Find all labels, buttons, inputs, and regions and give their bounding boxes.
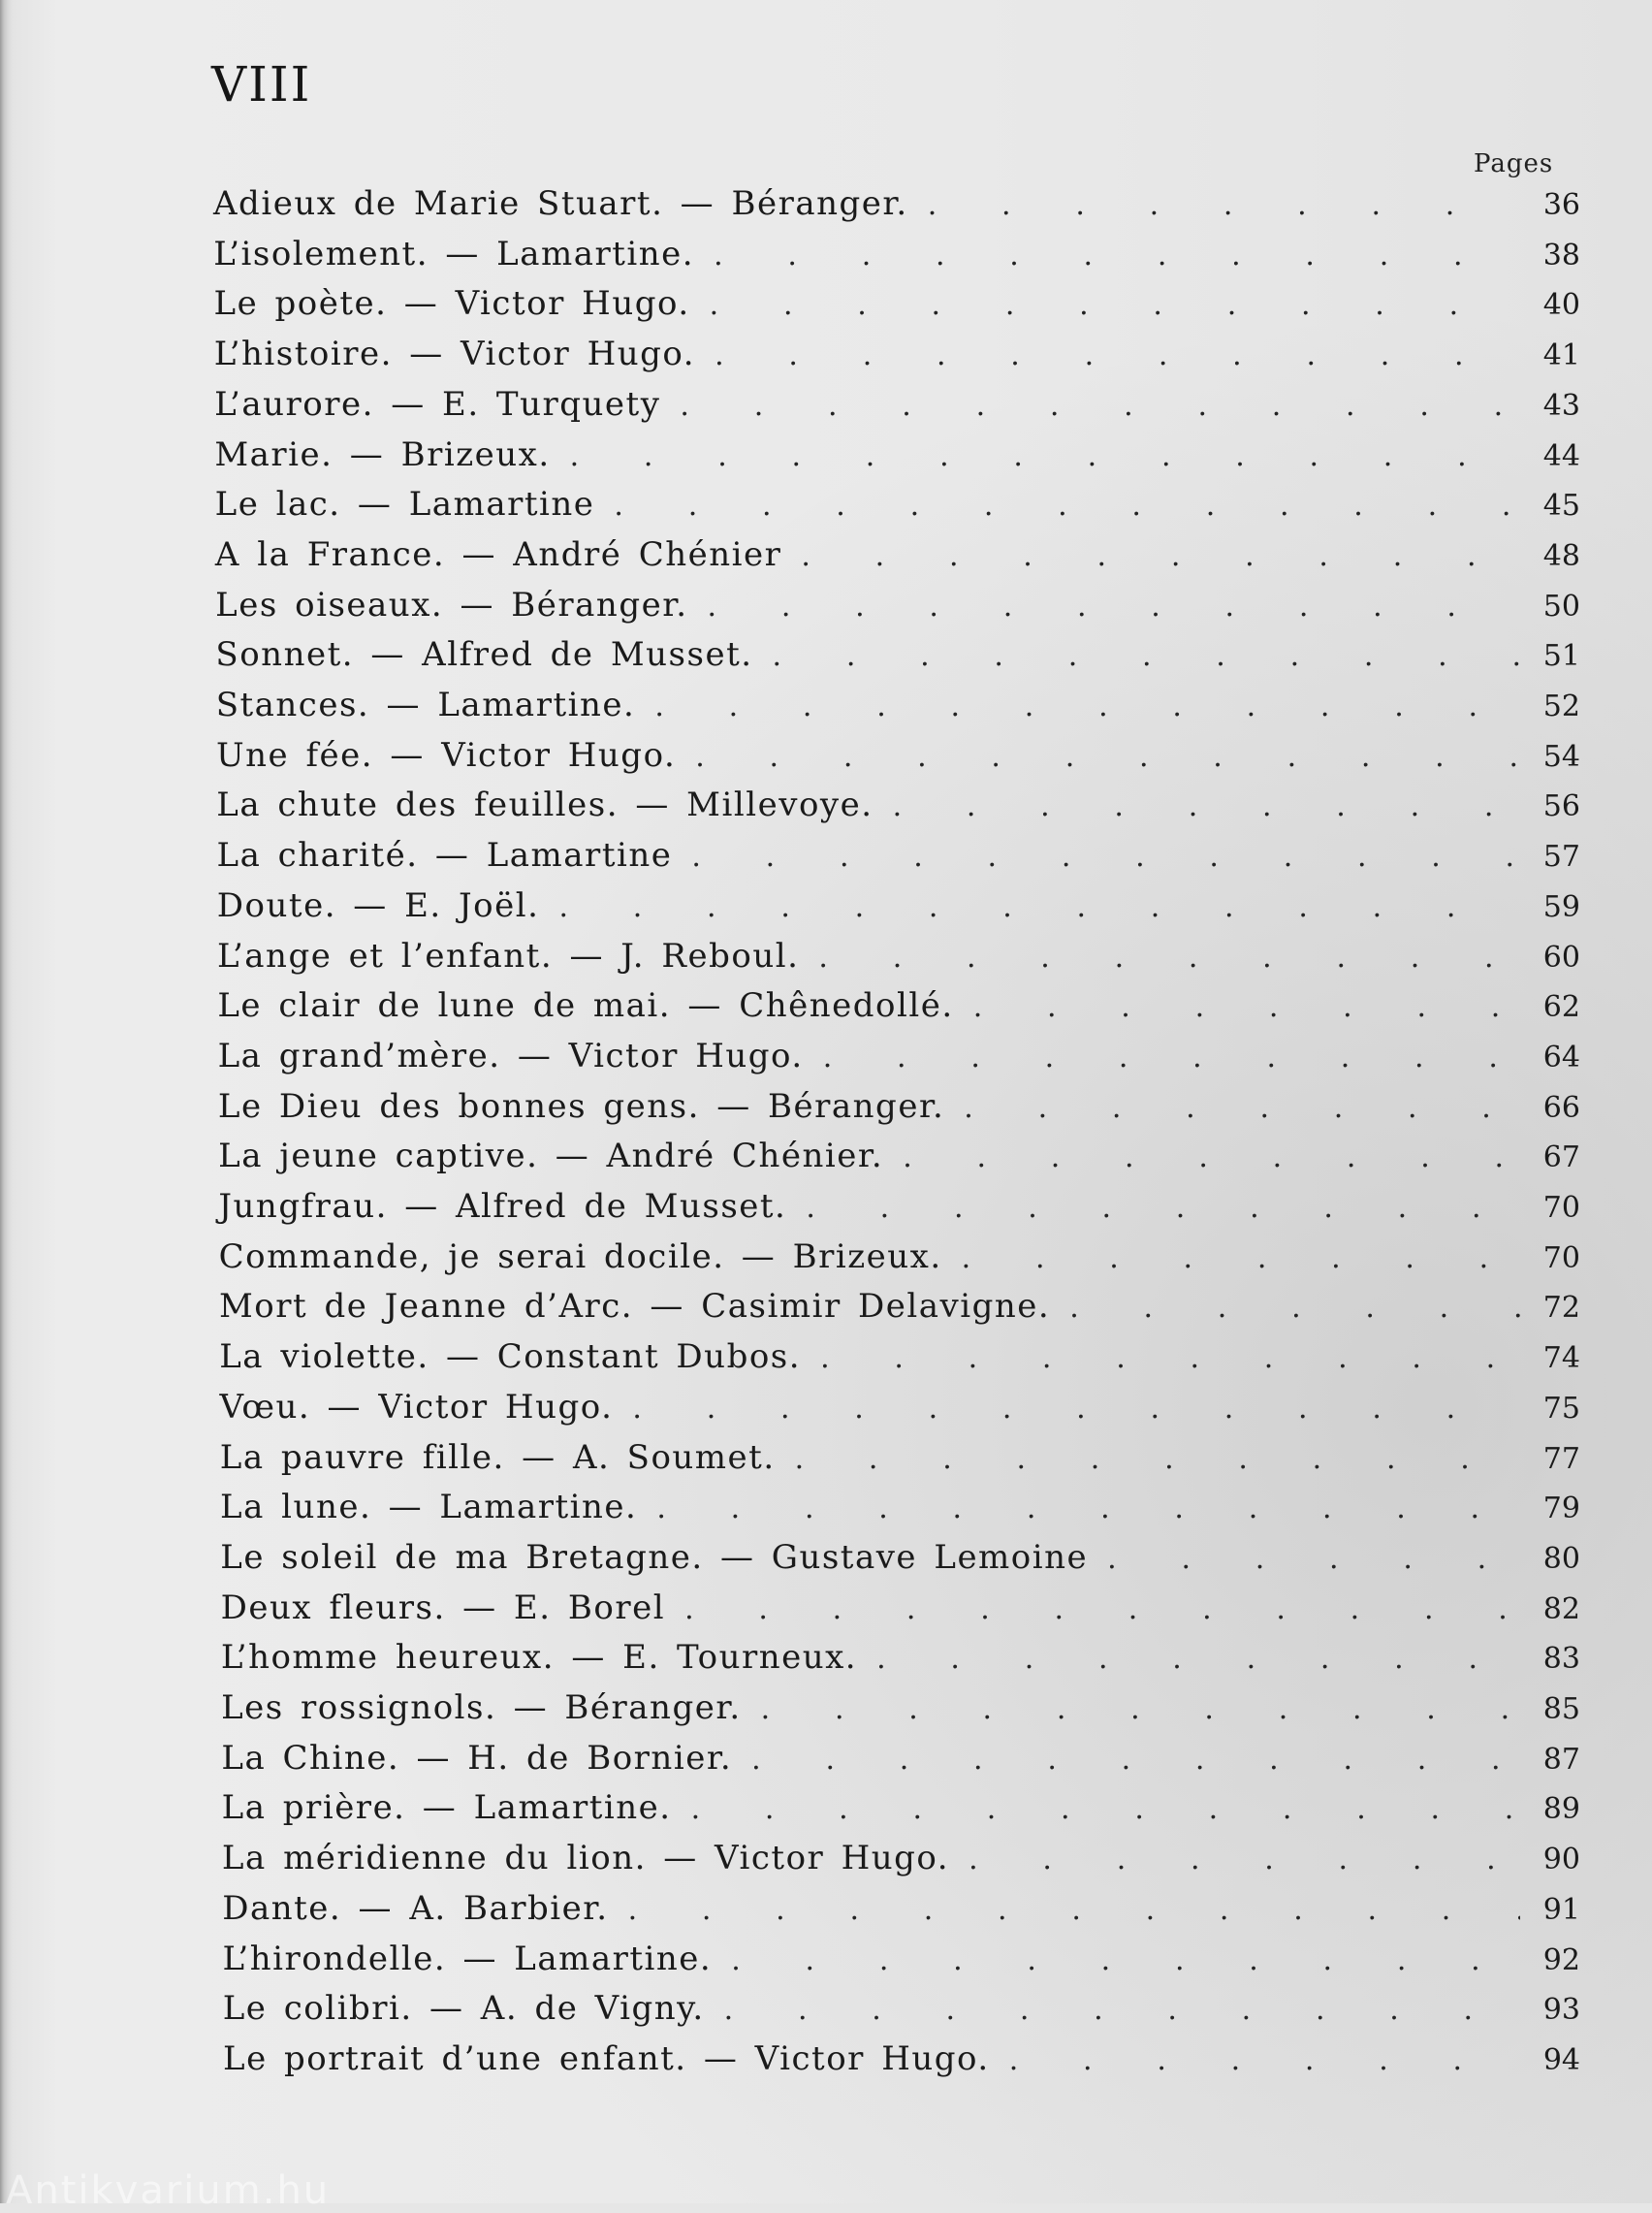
toc-entry-page: 66 bbox=[1542, 1090, 1580, 1125]
dot-leader bbox=[820, 1341, 1520, 1375]
toc-entry bbox=[217, 986, 1580, 1031]
toc-entry-page: 51 bbox=[1542, 639, 1580, 674]
toc-entry-title: La grand’mère. — Victor Hugo. bbox=[217, 1036, 804, 1075]
toc-entry-title: L’isolement. — Lamartine. bbox=[213, 234, 695, 273]
toc-entry-title: Le lac. — Lamartine bbox=[214, 485, 595, 525]
toc-entry-title: L’hirondelle. — Lamartine. bbox=[222, 1939, 713, 1978]
toc-entry-page: 38 bbox=[1542, 238, 1580, 273]
toc-entry bbox=[223, 2039, 1580, 2084]
toc-entry-page: 64 bbox=[1542, 1040, 1580, 1074]
toc-entry-page: 67 bbox=[1542, 1140, 1580, 1175]
toc-entry bbox=[223, 1989, 1580, 2034]
toc-entry-title: Le soleil de ma Bretagne. — Gustave Lemoine bbox=[220, 1537, 1089, 1577]
dot-leader bbox=[1069, 1291, 1520, 1325]
toc-entry bbox=[219, 1337, 1580, 1382]
dot-leader bbox=[691, 840, 1520, 874]
dot-leader bbox=[691, 1792, 1520, 1826]
toc-entry-page: 90 bbox=[1542, 1843, 1580, 1877]
toc-entry bbox=[214, 435, 1580, 480]
toc-entry-page: 70 bbox=[1542, 1191, 1580, 1225]
dot-leader bbox=[773, 639, 1520, 673]
toc-entry-page: 91 bbox=[1542, 1892, 1580, 1927]
toc-entry-title: Stances. — Lamartine. bbox=[215, 686, 636, 724]
page-number-roman: VIII bbox=[211, 56, 312, 112]
dot-leader bbox=[751, 1743, 1520, 1777]
toc-entry bbox=[219, 1388, 1580, 1432]
toc-entry bbox=[213, 235, 1580, 279]
toc-entry bbox=[217, 836, 1580, 881]
toc-entry-page: 93 bbox=[1542, 1993, 1580, 2028]
dot-leader bbox=[903, 1140, 1520, 1174]
toc-entry-title: La pauvre fille. — A. Soumet. bbox=[219, 1437, 776, 1477]
toc-entry bbox=[219, 1237, 1580, 1282]
dot-leader bbox=[695, 740, 1520, 774]
toc-entry-title: Sonnet. — Alfred de Musset. bbox=[215, 635, 753, 675]
toc-entry-title: Jungfrau. — Alfred de Musset. bbox=[218, 1187, 787, 1226]
toc-entry bbox=[221, 1739, 1580, 1783]
toc-entry-title: Deux fleurs. — E. Borel bbox=[220, 1588, 666, 1627]
dot-leader bbox=[570, 439, 1520, 473]
dot-leader bbox=[964, 1091, 1520, 1125]
dot-leader bbox=[614, 489, 1520, 523]
toc-entry-page: 85 bbox=[1542, 1692, 1580, 1726]
toc-entry bbox=[221, 1688, 1580, 1733]
toc-entry-page: 92 bbox=[1542, 1942, 1580, 1977]
toc-entry bbox=[216, 736, 1580, 781]
toc-entry-title: Le Dieu des bonnes gens. — Béranger. bbox=[217, 1086, 945, 1126]
toc-entry-page: 80 bbox=[1542, 1541, 1580, 1576]
toc-entry bbox=[215, 535, 1580, 580]
toc-entry-title: Les rossignols. — Béranger. bbox=[221, 1688, 742, 1727]
toc-entry-title: La prière. — Lamartine. bbox=[221, 1788, 672, 1828]
toc-entry bbox=[220, 1538, 1580, 1583]
toc-entry-page: 83 bbox=[1542, 1642, 1580, 1677]
watermark: Antikvarium.hu bbox=[6, 2168, 331, 2213]
toc-entry bbox=[218, 1037, 1580, 1081]
dot-leader bbox=[893, 789, 1520, 823]
toc-entry bbox=[218, 1187, 1580, 1232]
dot-leader bbox=[1009, 2043, 1520, 2077]
toc-entry-title: La violette. — Constant Dubos. bbox=[219, 1337, 802, 1377]
toc-entry-title: La méridienne du lion. — Victor Hugo. bbox=[221, 1839, 950, 1878]
dot-leader bbox=[714, 239, 1520, 273]
toc-entry bbox=[222, 1839, 1580, 1883]
toc-entry-title: Adieux de Marie Stuart. — Béranger. bbox=[213, 184, 908, 223]
toc-entry-page: 94 bbox=[1542, 2042, 1580, 2077]
dot-leader bbox=[818, 941, 1520, 975]
toc-entry bbox=[218, 1087, 1580, 1132]
dot-leader bbox=[708, 590, 1520, 624]
toc-entry bbox=[216, 686, 1580, 730]
toc-entry bbox=[213, 184, 1580, 229]
dot-leader bbox=[1107, 1542, 1520, 1576]
dot-leader bbox=[761, 1692, 1520, 1726]
toc-entry-page: 87 bbox=[1542, 1742, 1580, 1777]
toc-entry-page: 70 bbox=[1542, 1240, 1580, 1275]
toc-entry bbox=[221, 1588, 1580, 1633]
toc-entry-page: 74 bbox=[1542, 1341, 1580, 1376]
toc-entry bbox=[215, 635, 1580, 680]
toc-entry-page: 56 bbox=[1542, 789, 1580, 824]
dot-leader bbox=[731, 1943, 1520, 1977]
dot-leader bbox=[823, 1041, 1520, 1074]
toc-entry-title: Vœu. — Victor Hugo. bbox=[219, 1387, 614, 1427]
toc-entry-title: Marie. — Brizeux. bbox=[214, 434, 551, 474]
toc-entry-title: Le colibri. — A. de Vigny. bbox=[222, 1989, 705, 2029]
toc-entry-title: Commande, je serai docile. — Brizeux. bbox=[218, 1236, 942, 1276]
dot-leader bbox=[558, 890, 1520, 924]
toc-entry-title: La jeune captive. — André Chénier. bbox=[218, 1137, 884, 1176]
dot-leader bbox=[876, 1642, 1520, 1676]
toc-entry-page: 72 bbox=[1542, 1291, 1580, 1326]
toc-entry bbox=[221, 1638, 1580, 1683]
toc-entry-title: Une fée. — Victor Hugo. bbox=[215, 735, 677, 775]
toc-entry-page: 57 bbox=[1542, 840, 1580, 875]
toc-entry-title: Doute. — E. Joël. bbox=[216, 885, 540, 925]
toc-entry-page: 89 bbox=[1542, 1792, 1580, 1827]
dot-leader bbox=[724, 1993, 1520, 2027]
toc-entry bbox=[215, 586, 1580, 630]
dot-leader bbox=[801, 539, 1520, 573]
toc-entry-page: 75 bbox=[1542, 1391, 1580, 1426]
dot-leader bbox=[973, 990, 1520, 1024]
toc-entry-page: 48 bbox=[1542, 538, 1580, 573]
toc-entry-title: Dante. — A. Barbier. bbox=[222, 1888, 609, 1928]
toc-entry-title: La Chine. — H. de Bornier. bbox=[221, 1738, 733, 1778]
toc-entry-page: 54 bbox=[1542, 739, 1580, 774]
toc-entry bbox=[215, 485, 1580, 529]
toc-entry bbox=[218, 1137, 1580, 1181]
dot-leader bbox=[684, 1592, 1520, 1626]
toc-entry bbox=[214, 385, 1580, 430]
toc-entry-page: 62 bbox=[1542, 990, 1580, 1025]
dot-leader bbox=[795, 1442, 1520, 1476]
toc-entry bbox=[217, 886, 1580, 931]
toc-entry bbox=[214, 284, 1580, 329]
toc-entry-title: A la France. — André Chénier bbox=[214, 534, 782, 574]
toc-entry bbox=[222, 1889, 1580, 1934]
toc-entry bbox=[222, 1940, 1580, 1984]
toc-entry bbox=[219, 1287, 1580, 1331]
toc-entry-title: L’ange et l’enfant. — J. Reboul. bbox=[217, 936, 800, 976]
toc-entry-title: L’aurore. — E. Turquety bbox=[214, 384, 661, 424]
toc-entry-page: 79 bbox=[1542, 1491, 1580, 1526]
toc-entry bbox=[214, 335, 1580, 379]
toc-entry-page: 44 bbox=[1542, 438, 1580, 473]
toc-entry-page: 36 bbox=[1542, 188, 1580, 222]
toc-entry-title: Mort de Jeanne d’Arc. — Casimir Delavigne. bbox=[218, 1287, 1051, 1327]
toc-entry-page: 45 bbox=[1542, 489, 1580, 524]
toc-entry-page: 41 bbox=[1542, 338, 1580, 373]
dot-leader bbox=[806, 1191, 1520, 1225]
toc-entry-page: 77 bbox=[1542, 1441, 1580, 1476]
toc-entry-page: 43 bbox=[1542, 388, 1580, 423]
dot-leader bbox=[656, 1491, 1520, 1525]
toc-entry-page: 40 bbox=[1542, 288, 1580, 323]
dot-leader bbox=[962, 1241, 1520, 1275]
toc-entry-page: 59 bbox=[1542, 889, 1580, 924]
dot-leader bbox=[628, 1893, 1520, 1927]
dot-leader bbox=[928, 188, 1520, 222]
toc-entry-page: 82 bbox=[1542, 1591, 1580, 1626]
toc-entry-title: Le portrait d’une enfant. — Victor Hugo. bbox=[223, 2038, 990, 2078]
toc-entry bbox=[220, 1438, 1580, 1483]
toc-entry-title: La charité. — Lamartine bbox=[216, 836, 673, 876]
toc-entry-title: La lune. — Lamartine. bbox=[220, 1488, 638, 1527]
pages-column-heading: Pages bbox=[1474, 149, 1554, 178]
toc-entry-title: L’histoire. — Victor Hugo. bbox=[213, 335, 696, 374]
dot-leader bbox=[632, 1392, 1520, 1426]
toc-entry bbox=[216, 786, 1580, 830]
dot-leader bbox=[715, 338, 1520, 372]
toc-entry-page: 50 bbox=[1542, 589, 1580, 624]
dot-leader bbox=[654, 690, 1520, 723]
toc-entry-title: Le clair de lune de mai. — Chênedollé. bbox=[217, 986, 954, 1026]
dot-leader bbox=[680, 389, 1520, 423]
toc-entry-title: L’homme heureux. — E. Tourneux. bbox=[220, 1638, 858, 1678]
toc-entry-title: Les oiseaux. — Béranger. bbox=[215, 585, 688, 625]
dot-leader bbox=[710, 288, 1520, 322]
toc-entry bbox=[220, 1488, 1580, 1532]
toc-entry-title: La chute des feuilles. — Millevoye. bbox=[216, 786, 874, 825]
toc-entry-title: Le poète. — Victor Hugo. bbox=[213, 284, 690, 324]
toc-entry bbox=[222, 1788, 1580, 1833]
toc-entry bbox=[217, 937, 1580, 981]
toc-entry-page: 60 bbox=[1542, 940, 1580, 975]
dot-leader bbox=[969, 1843, 1520, 1876]
toc-entry-page: 52 bbox=[1542, 690, 1580, 723]
